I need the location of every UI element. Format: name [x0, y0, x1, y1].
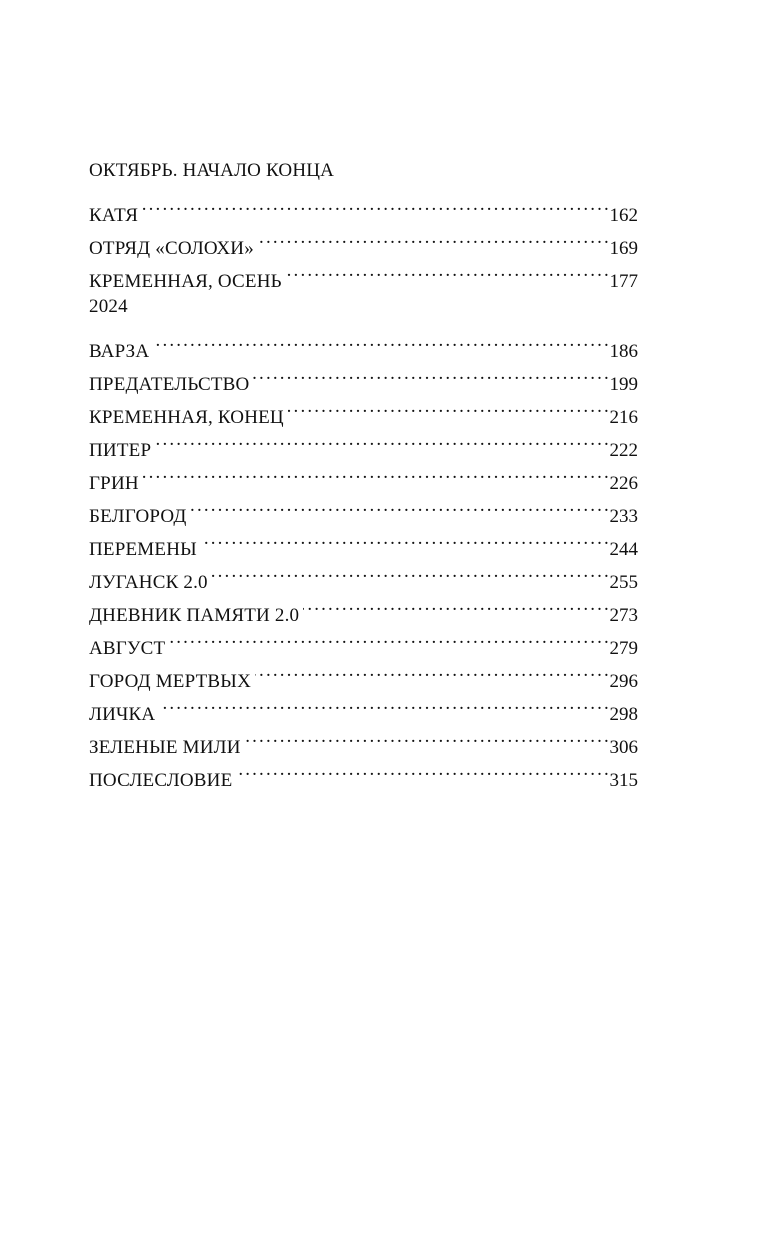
dot-leader: [169, 621, 607, 654]
toc-entry-page: 255: [609, 572, 638, 593]
toc-entry-title: ЗЕЛЕНЫЕ МИЛИ: [89, 737, 241, 758]
toc-entry-title: ДНЕВНИК ПАМЯТИ 2.0: [89, 605, 300, 626]
toc-entry-title: КРЕМЕННАЯ, КОНЕЦ: [89, 407, 284, 428]
toc-entry[interactable]: [89, 221, 638, 259]
toc-entry[interactable]: [89, 324, 638, 362]
dot-leader: [212, 555, 608, 588]
dot-leader: [143, 456, 608, 489]
toc-entry[interactable]: [89, 188, 638, 226]
toc-entry-title: АВГУСТ: [89, 638, 166, 659]
dot-leader: [286, 254, 608, 287]
dot-leader: [201, 522, 608, 555]
section-heading: 2024: [89, 296, 128, 317]
toc-entry[interactable]: [89, 423, 638, 461]
toc-entry-title: ПИТЕР: [89, 440, 152, 461]
toc-entry-title: ПОСЛЕСЛОВИЕ: [89, 770, 233, 791]
toc-entry-title: ПЕРЕМЕНЫ: [89, 539, 197, 560]
toc-entry-page: 244: [609, 539, 638, 560]
toc-entry-title: ГОРОД МЕРТВЫХ: [89, 671, 251, 692]
toc-entry-page: 177: [609, 271, 638, 292]
toc-entry-page: 298: [609, 704, 638, 725]
toc-entry[interactable]: [89, 489, 638, 527]
dot-leader: [155, 423, 607, 456]
dot-leader: [159, 687, 607, 720]
dot-leader: [236, 753, 607, 786]
toc-entry-page: 186: [609, 341, 638, 362]
dot-leader: [191, 489, 608, 522]
toc-entry-page: 273: [609, 605, 638, 626]
toc-entry-title: ВАРЗА: [89, 341, 150, 362]
toc-entry-page: 315: [609, 770, 638, 791]
toc-entry-page: 169: [609, 238, 638, 259]
toc-entry-title: БЕЛГОРОД: [89, 506, 187, 527]
toc-entry-title: ЛУГАНСК 2.0: [89, 572, 208, 593]
dot-leader: [153, 324, 607, 357]
toc-entry[interactable]: [89, 687, 638, 725]
toc-entry-page: 226: [609, 473, 638, 494]
dot-leader: [255, 654, 608, 687]
toc-entry[interactable]: [89, 357, 638, 395]
toc-entry-page: 306: [609, 737, 638, 758]
dot-leader: [303, 588, 607, 621]
toc-entry-page: 279: [609, 638, 638, 659]
toc-entry-page: 162: [609, 205, 638, 226]
section-heading: ОКТЯБРЬ. НАЧАЛО КОНЦА: [89, 160, 335, 181]
toc-entry-page: 233: [609, 506, 638, 527]
toc-entry-title: КАТЯ: [89, 205, 139, 226]
toc-entry-page: 216: [609, 407, 638, 428]
toc-entry[interactable]: [89, 654, 638, 692]
dot-leader: [288, 390, 608, 423]
toc-entry-title: ОТРЯД «СОЛОХИ»: [89, 238, 254, 259]
toc-entry[interactable]: [89, 720, 638, 758]
table-of-contents: [89, 160, 638, 791]
dot-leader: [142, 188, 607, 221]
toc-entry-page: 296: [609, 671, 638, 692]
section-entries: [89, 188, 638, 292]
toc-entry-title: ЛИЧКА: [89, 704, 156, 725]
toc-entry-title: ГРИН: [89, 473, 139, 494]
toc-entry[interactable]: [89, 456, 638, 494]
section-entries: [89, 324, 638, 791]
toc-entry-title: КРЕМЕННАЯ, ОСЕНЬ: [89, 271, 282, 292]
dot-leader: [258, 221, 608, 254]
toc-entry-page: 222: [609, 440, 638, 461]
toc-entry-page: 199: [609, 374, 638, 395]
dot-leader: [253, 357, 607, 390]
dot-leader: [245, 720, 608, 753]
toc-entry-title: ПРЕДАТЕЛЬСТВО: [89, 374, 250, 395]
toc-entry[interactable]: [89, 621, 638, 659]
